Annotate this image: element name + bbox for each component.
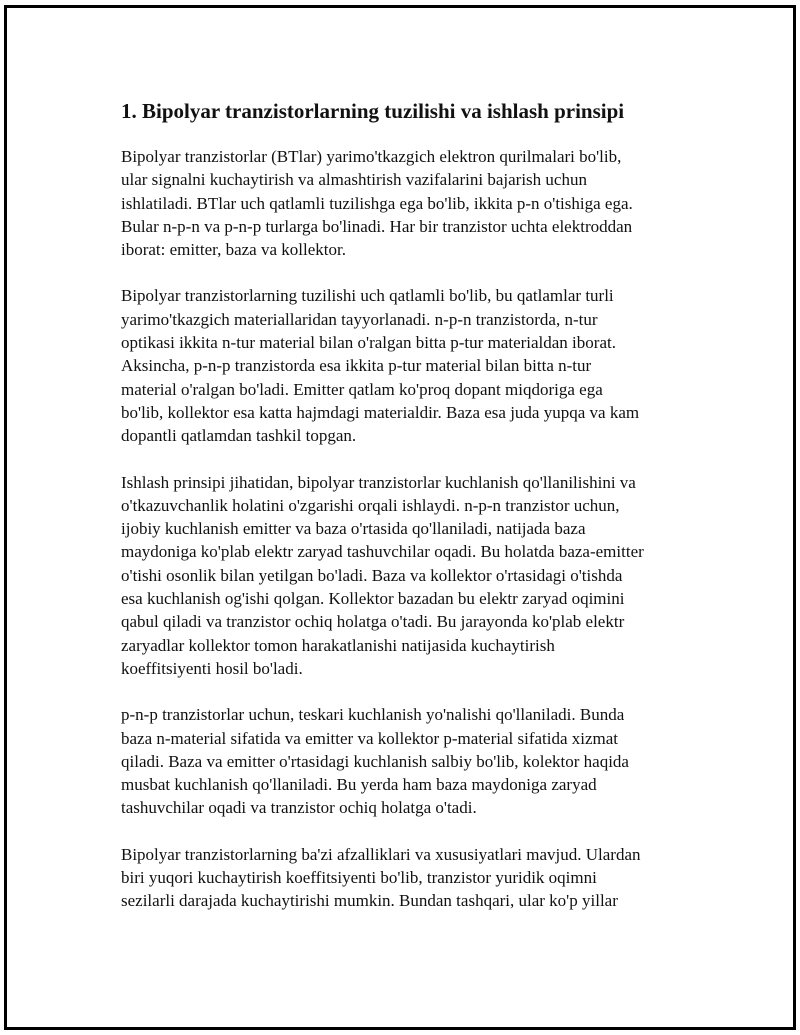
text-line: dopantli qatlamdan tashkil topgan. [121, 426, 357, 446]
text-line: Aksincha, p-n-p tranzistorda esa ikkita p-tur material bilan bitta n-tur [121, 356, 592, 376]
text-line: maydoniga ko'plab elektr zaryad tashuvchilar oqadi. Bu holatda baza-emitter [121, 542, 644, 562]
paragraph-4 [121, 703, 701, 819]
paragraph-5 [121, 843, 701, 913]
text-line: optikasi ikkita n-tur material bilan o'ralgan bitta p-tur materialdan iborat. [121, 333, 616, 353]
text-line: ular signalni kuchaytirish va almashtirish vazifalarini bajarish uchun [121, 170, 587, 190]
paragraph-2 [121, 284, 701, 447]
text-line: baza n-material sifatida va emitter va kollektor p-material sifatida xizmat [121, 728, 619, 748]
text-line: iborat: emitter, baza va kollektor. [121, 240, 346, 260]
text-line: o'tishi osonlik bilan yetilgan bo'ladi. Baza va kollektor o'rtasidagi o'tishda [121, 565, 623, 585]
text-line: zaryadlar kollektor tomon harakatlanishi natijasida kuchaytirish [121, 635, 555, 655]
text-line: qiladi. Baza va emitter o'rtasidagi kuchlanish salbiy bo'lib, kolektor haqida [121, 751, 629, 771]
text-line: Bipolyar tranzistorlar (BTlar) yarimo'tkazgich elektron qurilmalari bo'lib, [121, 147, 622, 166]
text-line: esa kuchlanish og'ishi qolgan. Kollektor bazadan bu elektr zaryad oqimini [121, 589, 625, 609]
text-line: Bipolyar tranzistorlarning tuzilishi uch qatlamli bo'lib, bu qatlamlar turli [121, 286, 614, 306]
paragraph-1 [121, 145, 701, 261]
page-frame [4, 5, 796, 1030]
text-line: musbat kuchlanish qo'llaniladi. Bu yerda ham baza maydoniga zaryad [121, 775, 597, 795]
text-line: sezilarli darajada kuchaytirishi mumkin. Bundan tashqari, ular ko'p yillar [121, 891, 618, 911]
text-line: material o'ralgan bo'ladi. Emitter qatlam ko'proq dopant miqdoriga ega [121, 379, 603, 399]
text-line: qabul qiladi va tranzistor ochiq holatga o'tadi. Bu jarayonda ko'plab elektr [121, 612, 625, 632]
text-line: Bular n-p-n va p-n-p turlarga bo'linadi. Har bir tranzistor uchta elektroddan [121, 216, 633, 236]
section-heading: 1. Bipolyar tranzistorlarning tuzilishi va ishlash prinsipi [121, 99, 625, 123]
text-line: yarimo'tkazgich materiallaridan tayyorlanadi. n-p-n tranzistorda, n-tur [121, 309, 598, 329]
text-line: bo'lib, kollektor esa katta hajmdagi materialdir. Baza esa juda yupqa va kam [121, 402, 640, 422]
text-line: biri yuqori kuchaytirish koeffitsiyenti bo'lib, tranzistor yuridik oqimni [121, 868, 597, 888]
text-line: tashuvchilar oqadi va tranzistor ochiq holatga o'tadi. [121, 798, 477, 818]
document-body [121, 96, 701, 936]
text-line: p-n-p tranzistorlar uchun, teskari kuchlanish yo'nalishi qo'llaniladi. Bunda [121, 705, 625, 725]
text-line: o'tkazuvchanlik holatini o'zgarishi orqali ishlaydi. n-p-n tranzistor uchun, [121, 495, 620, 515]
text-line: Bipolyar tranzistorlarning ba'zi afzalliklari va xususiyatlari mavjud. Ulardan [121, 844, 641, 864]
paragraph-3 [121, 471, 701, 681]
text-line: ijobiy kuchlanish emitter va baza o'rtasida qo'llaniladi, natijada baza [121, 519, 586, 539]
text-line: Ishlash prinsipi jihatidan, bipolyar tranzistorlar kuchlanish qo'llanilishini va [121, 472, 636, 492]
text-line: koeffitsiyenti hosil bo'ladi. [121, 658, 303, 678]
text-line: ishlatiladi. BTlar uch qatlamli tuzilishga ega bo'lib, ikkita p-n o'tishiga ega. [121, 193, 633, 213]
